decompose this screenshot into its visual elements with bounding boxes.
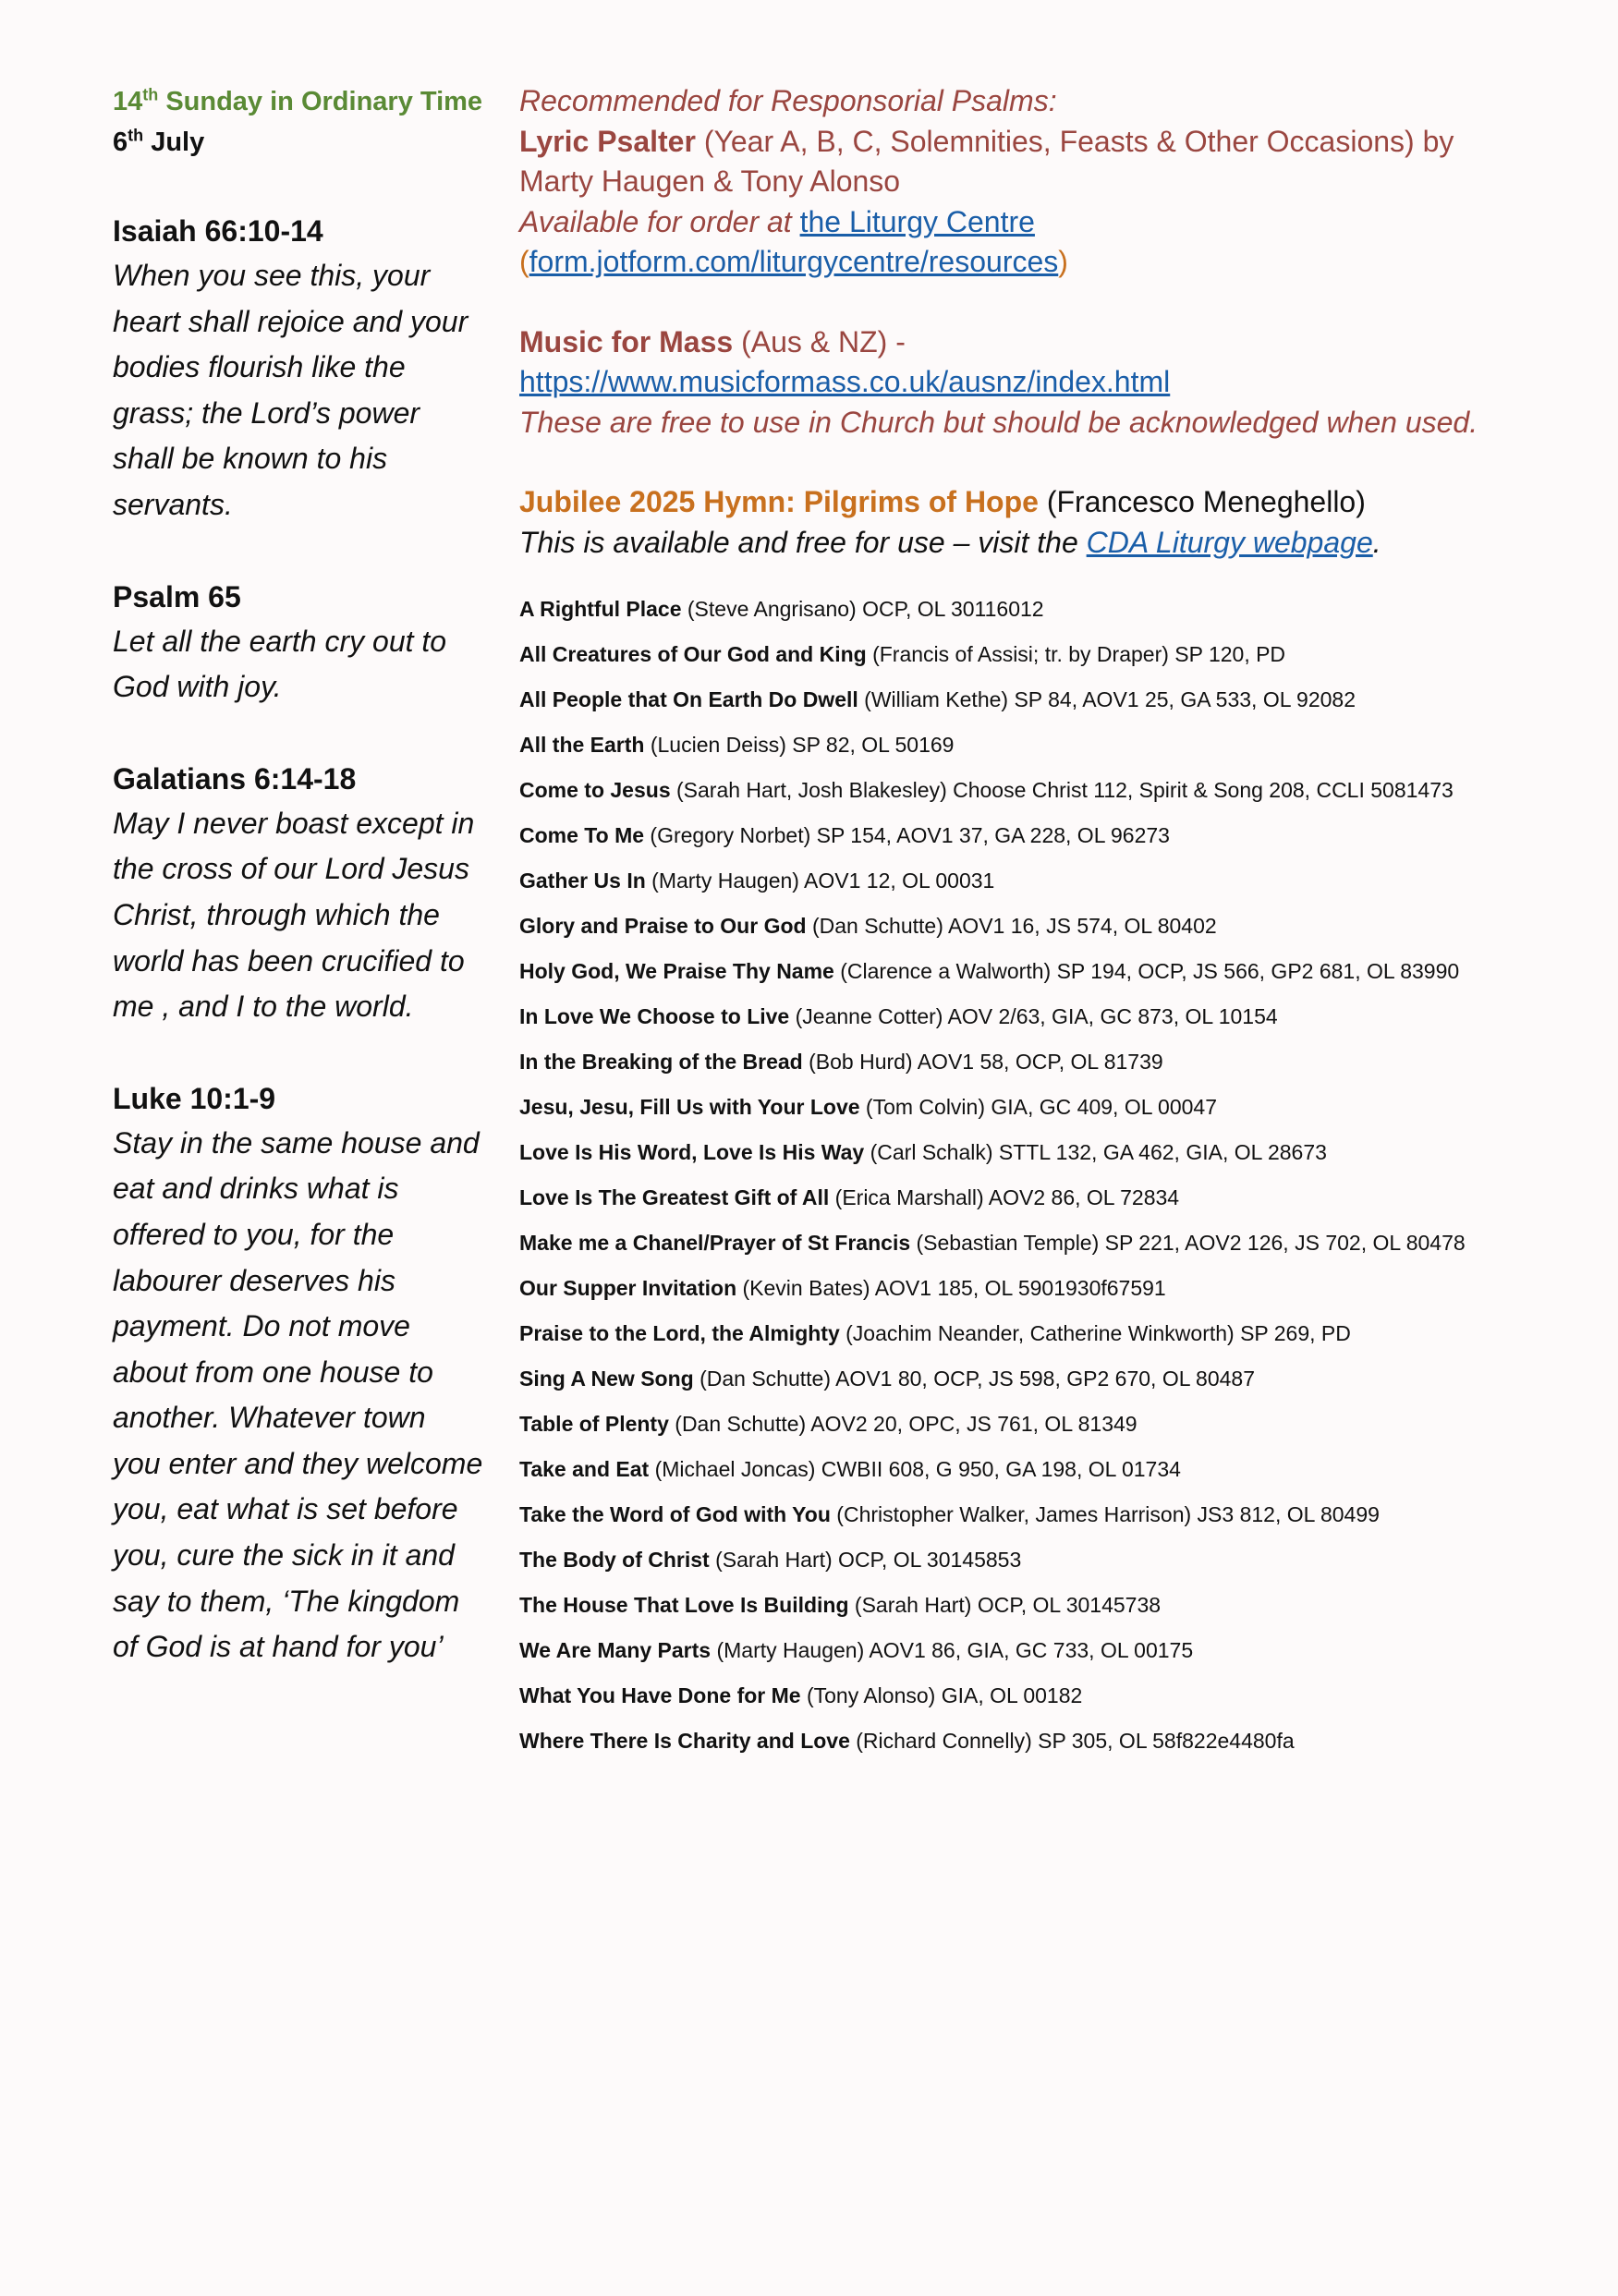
- hymn-title: Love Is His Word, Love Is His Way: [519, 1140, 865, 1164]
- hymn-details: (Dan Schutte) AOV2 20, OPC, JS 761, OL 81349: [668, 1412, 1137, 1436]
- reading-line: labourer deserves his: [113, 1263, 395, 1297]
- music-for-mass-url-line: [519, 362, 1591, 403]
- reading-line: the cross of our Lord Jesus: [113, 852, 469, 886]
- hymn-title: All Creatures of Our God and King: [519, 642, 867, 666]
- hymn-item: [519, 1447, 1591, 1492]
- hymn-title: Table of Plenty: [519, 1412, 669, 1436]
- reading-line: heart shall rejoice and your: [113, 304, 468, 338]
- hymn-details: (Steve Angrisano) OCP, OL 30116012: [681, 597, 1044, 621]
- date-number: 6: [113, 128, 128, 157]
- hymn-item: [519, 587, 1591, 632]
- hymn-details: (Michael Joncas) CWBII 608, G 950, GA 198, OL 01734: [649, 1457, 1181, 1481]
- jubilee-end: .: [1372, 525, 1381, 559]
- sunday-date: [113, 122, 501, 163]
- date-month: July: [143, 128, 205, 157]
- lyric-psalter-authors: Marty Haugen & Tony Alonso: [519, 164, 901, 198]
- hymn-title: All People that On Earth Do Dwell: [519, 687, 858, 711]
- hymn-item: [519, 949, 1591, 994]
- hymn-details: (Lucien Deiss) SP 82, OL 50169: [644, 733, 955, 757]
- reading-line: another. Whatever town: [113, 1401, 426, 1435]
- reading-block: [113, 1076, 501, 1670]
- hymn-details: (Erica Marshall) AOV2 86, OL 72834: [829, 1185, 1180, 1209]
- hymn-details: (Marty Haugen) AOV1 12, OL 00031: [645, 869, 995, 893]
- hymn-item: [519, 723, 1591, 768]
- reading-line: shall be known to his: [113, 442, 388, 476]
- reading-line: God with joy.: [113, 670, 282, 704]
- hymn-details: (Sarah Hart) OCP, OL 30145853: [709, 1548, 1022, 1572]
- hymn-details: (Dan Schutte) AOV1 16, JS 574, OL 80402: [806, 914, 1217, 938]
- hymn-title: Make me a Chanel/Prayer of St Francis: [519, 1231, 911, 1255]
- hymn-item: [519, 768, 1591, 813]
- reading-line: you, eat what is set before: [113, 1492, 458, 1526]
- reading-line: you enter and they welcome: [113, 1446, 483, 1480]
- hymn-details: (Sebastian Temple) SP 221, AOV2 126, JS 702, OL 80478: [910, 1231, 1466, 1255]
- hymn-item: [519, 1719, 1591, 1764]
- hymn-details: (Joachim Neander, Catherine Winkworth) SP 269, PD: [839, 1321, 1351, 1345]
- sunday-title-text: Sunday in Ordinary Time: [158, 87, 483, 116]
- open-paren: (: [519, 245, 529, 278]
- hymn-item: [519, 677, 1591, 723]
- hymn-details: (Clarence a Walworth) SP 194, OCP, JS 566, GP2 681, OL 83990: [833, 959, 1460, 983]
- hymn-title: What You Have Done for Me: [519, 1683, 801, 1707]
- jotform-link[interactable]: form.jotform.com/liturgycentre/resources: [529, 245, 1059, 278]
- reading-block: [113, 757, 501, 1030]
- hymn-item: [519, 1583, 1591, 1628]
- reading-line: Christ, through which the: [113, 897, 440, 931]
- hymn-item: [519, 1039, 1591, 1085]
- hymn-details: (Kevin Bates) AOV1 185, OL 5901930f67591: [736, 1276, 1166, 1300]
- hymn-title: All the Earth: [519, 733, 645, 757]
- music-for-mass-note: These are free to use in Church but should be acknowledged when used.: [519, 405, 1478, 439]
- hymn-details: (Christopher Walker, James Harrison) JS3 812, OL 80499: [830, 1502, 1380, 1526]
- reading-line: say to them, ‘The kingdom: [113, 1584, 460, 1618]
- hymn-details: (Tony Alonso) GIA, OL 00182: [800, 1683, 1083, 1707]
- reading-reference: Galatians 6:14-18: [113, 761, 357, 796]
- lyric-psalter-description: (Year A, B, C, Solemnities, Feasts & Other Occasions) by: [695, 124, 1454, 158]
- sunday-number: 14: [113, 87, 143, 116]
- sunday-suffix: th: [142, 85, 159, 104]
- spacer: [519, 443, 1591, 482]
- hymn-details: (Sarah Hart) OCP, OL 30145738: [848, 1593, 1162, 1617]
- hymn-title: Sing A New Song: [519, 1367, 694, 1391]
- sunday-title: [113, 81, 501, 122]
- reading-line: of God is at hand for you’: [113, 1630, 444, 1664]
- close-paren: ): [1058, 245, 1068, 278]
- hymn-details: (Francis of Assisi; tr. by Draper) SP 120, PD: [866, 642, 1286, 666]
- readings-list: [113, 209, 501, 1670]
- reading-text: [113, 253, 501, 528]
- hymn-item: [519, 813, 1591, 858]
- hymn-item: [519, 904, 1591, 949]
- date-suffix: th: [128, 126, 144, 145]
- reading-line: me , and I to the world.: [113, 990, 414, 1024]
- hymn-list: [519, 587, 1591, 1764]
- hymn-item: [519, 1628, 1591, 1673]
- hymn-details: (Richard Connelly) SP 305, OL 58f822e4480fa: [849, 1729, 1295, 1753]
- reading-line: When you see this, your: [113, 259, 431, 292]
- jubilee-composer: (Francesco Meneghello): [1038, 485, 1366, 518]
- hymn-item: [519, 994, 1591, 1039]
- hymn-title: Take and Eat: [519, 1457, 650, 1481]
- reading-line: offered to you, for the: [113, 1217, 395, 1251]
- hymn-item: [519, 632, 1591, 677]
- availability-line: [519, 202, 1591, 243]
- hymn-item: [519, 1402, 1591, 1447]
- hymn-details: (Sarah Hart, Josh Blakesley) Choose Christ 112, Spirit & Song 208, CCLI 5081473: [670, 778, 1454, 802]
- reading-line: servants.: [113, 487, 233, 521]
- hymn-details: (Carl Schalk) STTL 132, GA 462, GIA, OL 28673: [864, 1140, 1327, 1164]
- hymn-item: [519, 858, 1591, 904]
- hymn-title: Come To Me: [519, 823, 645, 847]
- music-for-mass-line: [519, 322, 1591, 363]
- hymn-title: Where There Is Charity and Love: [519, 1729, 850, 1753]
- hymn-title: A Rightful Place: [519, 597, 682, 621]
- jotform-line: [519, 242, 1591, 283]
- hymn-title: Glory and Praise to Our God: [519, 914, 807, 938]
- hymn-title: We Are Many Parts: [519, 1638, 712, 1662]
- hymn-item: [519, 1356, 1591, 1402]
- jubilee-line: [519, 482, 1591, 523]
- hymn-title: In the Breaking of the Bread: [519, 1050, 803, 1074]
- reading-line: May I never boast except in: [113, 806, 475, 840]
- hymn-item: [519, 1492, 1591, 1537]
- hymn-details: (Jeanne Cotter) AOV 2/63, GIA, GC 873, OL 10154: [789, 1004, 1278, 1028]
- music-for-mass-link[interactable]: https://www.musicformass.co.uk/ausnz/index.html: [519, 365, 1171, 398]
- hymn-title: Our Supper Invitation: [519, 1276, 737, 1300]
- reading-text: [113, 1121, 501, 1670]
- hymn-title: Jesu, Jesu, Fill Us with Your Love: [519, 1095, 860, 1119]
- liturgy-centre-link[interactable]: the Liturgy Centre: [799, 204, 1035, 238]
- hymn-item: [519, 1130, 1591, 1175]
- reading-line: about from one house to: [113, 1355, 433, 1389]
- hymn-title: The Body of Christ: [519, 1548, 710, 1572]
- reading-text: [113, 619, 501, 711]
- hymn-item: [519, 1221, 1591, 1266]
- reading-reference: Isaiah 66:10-14: [113, 214, 323, 248]
- spacer: [519, 283, 1591, 322]
- hymn-details: (Gregory Norbet) SP 154, AOV1 37, GA 228, OL 96273: [644, 823, 1170, 847]
- reading-line: bodies flourish like the: [113, 350, 406, 384]
- hymn-title: Love Is The Greatest Gift of All: [519, 1185, 830, 1209]
- reading-reference: Psalm 65: [113, 579, 241, 613]
- hymn-item: [519, 1175, 1591, 1221]
- reading-line: grass; the Lord’s power: [113, 395, 420, 430]
- reading-line: you, cure the sick in it and: [113, 1538, 455, 1573]
- music-for-mass-region: (Aus & NZ) -: [733, 324, 906, 358]
- reading-block: [113, 209, 501, 528]
- hymn-title: The House That Love Is Building: [519, 1593, 849, 1617]
- hymn-details: (Tom Colvin) GIA, GC 409, OL 00047: [859, 1095, 1218, 1119]
- hymn-title: Come to Jesus: [519, 778, 671, 802]
- reading-line: payment. Do not move: [113, 1309, 410, 1343]
- reading-block: [113, 575, 501, 711]
- hymn-title: Praise to the Lord, the Almighty: [519, 1321, 840, 1345]
- hymn-details: (William Kethe) SP 84, AOV1 25, GA 533, OL 92082: [858, 687, 1356, 711]
- jubilee-text: This is available and free for use – visit the: [519, 525, 1087, 559]
- hymn-item: [519, 1085, 1591, 1130]
- hymn-details: (Bob Hurd) AOV1 58, OCP, OL 81739: [802, 1050, 1163, 1074]
- hymn-details: (Dan Schutte) AOV1 80, OCP, JS 598, GP2 670, OL 80487: [693, 1367, 1255, 1391]
- hymn-item: [519, 1537, 1591, 1583]
- hymn-item: [519, 1311, 1591, 1356]
- availability-text: Available for order at: [519, 204, 800, 238]
- hymn-item: [519, 1266, 1591, 1311]
- music-column: [519, 81, 1591, 1764]
- reading-line: Let all the earth cry out to: [113, 624, 447, 658]
- lyric-psalter-line: [519, 122, 1591, 163]
- psalms-heading: Recommended for Responsorial Psalms:: [519, 84, 1057, 117]
- jubilee-title: Jubilee 2025 Hymn: Pilgrims of Hope: [519, 485, 1039, 518]
- hymn-title: In Love We Choose to Live: [519, 1004, 790, 1028]
- hymn-title: Holy God, We Praise Thy Name: [519, 959, 834, 983]
- lyric-psalter-title: Lyric Psalter: [519, 124, 696, 158]
- readings-column: [113, 81, 501, 1670]
- jubilee-note: [519, 523, 1591, 564]
- reading-reference: Luke 10:1-9: [113, 1081, 276, 1115]
- reading-text: [113, 801, 501, 1030]
- music-for-mass-title: Music for Mass: [519, 324, 734, 358]
- cda-liturgy-link[interactable]: CDA Liturgy webpage: [1086, 525, 1373, 559]
- reading-line: world has been crucified to: [113, 943, 465, 978]
- reading-line: Stay in the same house and: [113, 1125, 480, 1160]
- hymn-item: [519, 1673, 1591, 1719]
- hymn-title: Gather Us In: [519, 869, 646, 893]
- hymn-title: Take the Word of God with You: [519, 1502, 831, 1526]
- hymn-details: (Marty Haugen) AOV1 86, GIA, GC 733, OL 00175: [711, 1638, 1194, 1662]
- reading-line: eat and drinks what is: [113, 1172, 399, 1206]
